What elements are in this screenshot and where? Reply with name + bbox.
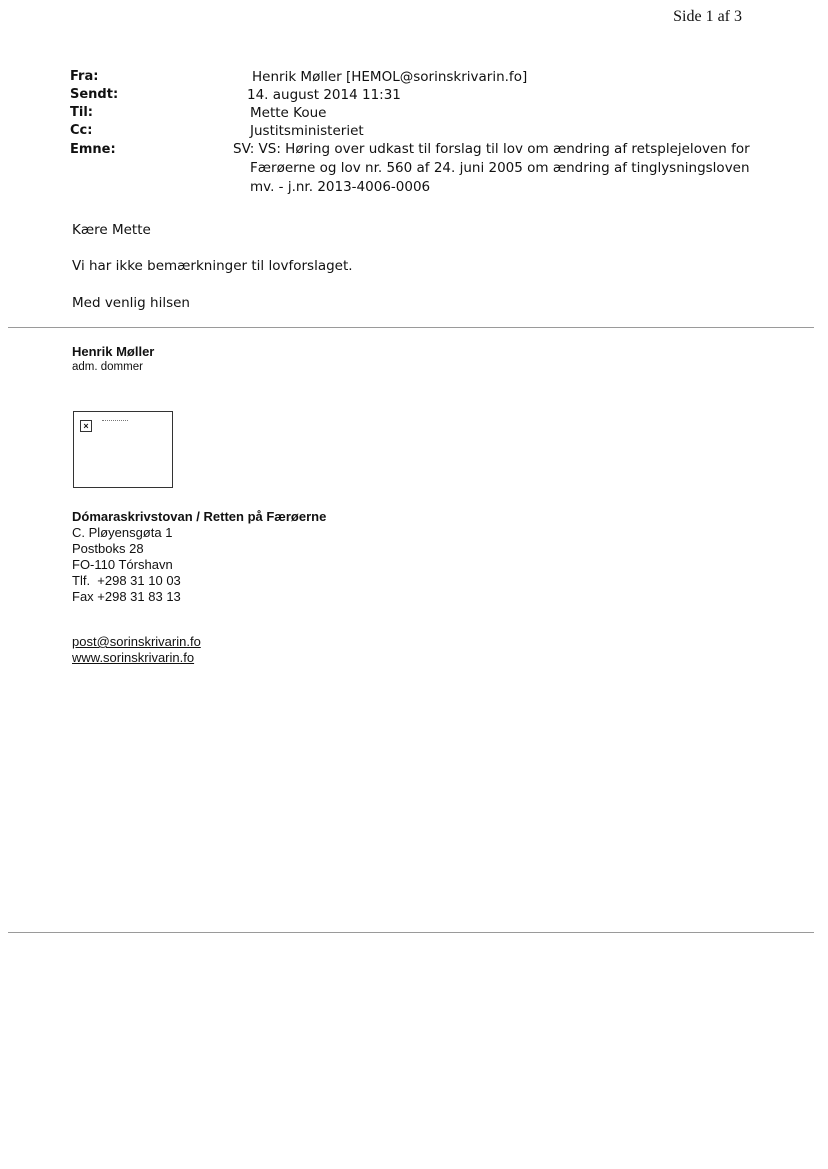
broken-image-icon: ×	[80, 420, 92, 432]
phone-line: Tlf. +298 31 10 03	[72, 573, 181, 588]
body-text: Vi har ikke bemærkninger til lovforslaget.	[72, 258, 353, 274]
logo-placeholder-line	[102, 420, 128, 422]
address-line: FO-110 Tórshavn	[72, 557, 173, 572]
page-number: Side 1 af 3	[673, 8, 742, 25]
header-label: Sendt:	[70, 87, 119, 102]
organization-block	[72, 509, 326, 605]
logo-placeholder	[73, 411, 173, 488]
header-value: 14. august 2014 11:31	[247, 87, 401, 103]
signature-name: Henrik Møller	[72, 344, 155, 359]
header-from	[70, 68, 750, 86]
header-label: Fra:	[70, 69, 99, 84]
divider	[8, 932, 814, 933]
contact-links	[72, 634, 201, 666]
divider	[8, 327, 814, 328]
address-line: Postboks 28	[72, 541, 144, 556]
fax-line: Fax +298 31 83 13	[72, 589, 181, 604]
header-cc	[70, 122, 750, 140]
header-value: Justitsministeriet	[250, 123, 364, 139]
header-sent	[70, 86, 750, 104]
website-link[interactable]: www.sorinskrivarin.fo	[72, 650, 195, 665]
header-value: Henrik Møller [HEMOL@sorinskrivarin.fo]	[252, 69, 528, 85]
header-value: Mette Koue	[250, 105, 327, 121]
header-to	[70, 104, 750, 122]
email-link[interactable]: post@sorinskrivarin.fo	[72, 634, 201, 649]
signature-title: adm. dommer	[72, 361, 143, 373]
header-label: Cc:	[70, 123, 93, 138]
address-line: C. Pløyensgøta 1	[72, 525, 173, 540]
header-subject	[70, 140, 750, 197]
closing: Med venlig hilsen	[72, 295, 190, 311]
subject-value: SV: VS: Høring over udkast til forslag til lov om ændring af retsplejeloven for Færøerne og lov nr. 560 af 24. juni 2005 om ændring af tinglysningsloven mv. - j.nr. 2013-4006-0006	[233, 141, 750, 195]
header-label: Til:	[70, 105, 93, 120]
header-label: Emne:	[70, 142, 116, 157]
email-header	[70, 68, 750, 197]
organization-name: Dómaraskrivstovan / Retten på Færøerne	[72, 509, 327, 524]
salutation: Kære Mette	[72, 222, 151, 238]
